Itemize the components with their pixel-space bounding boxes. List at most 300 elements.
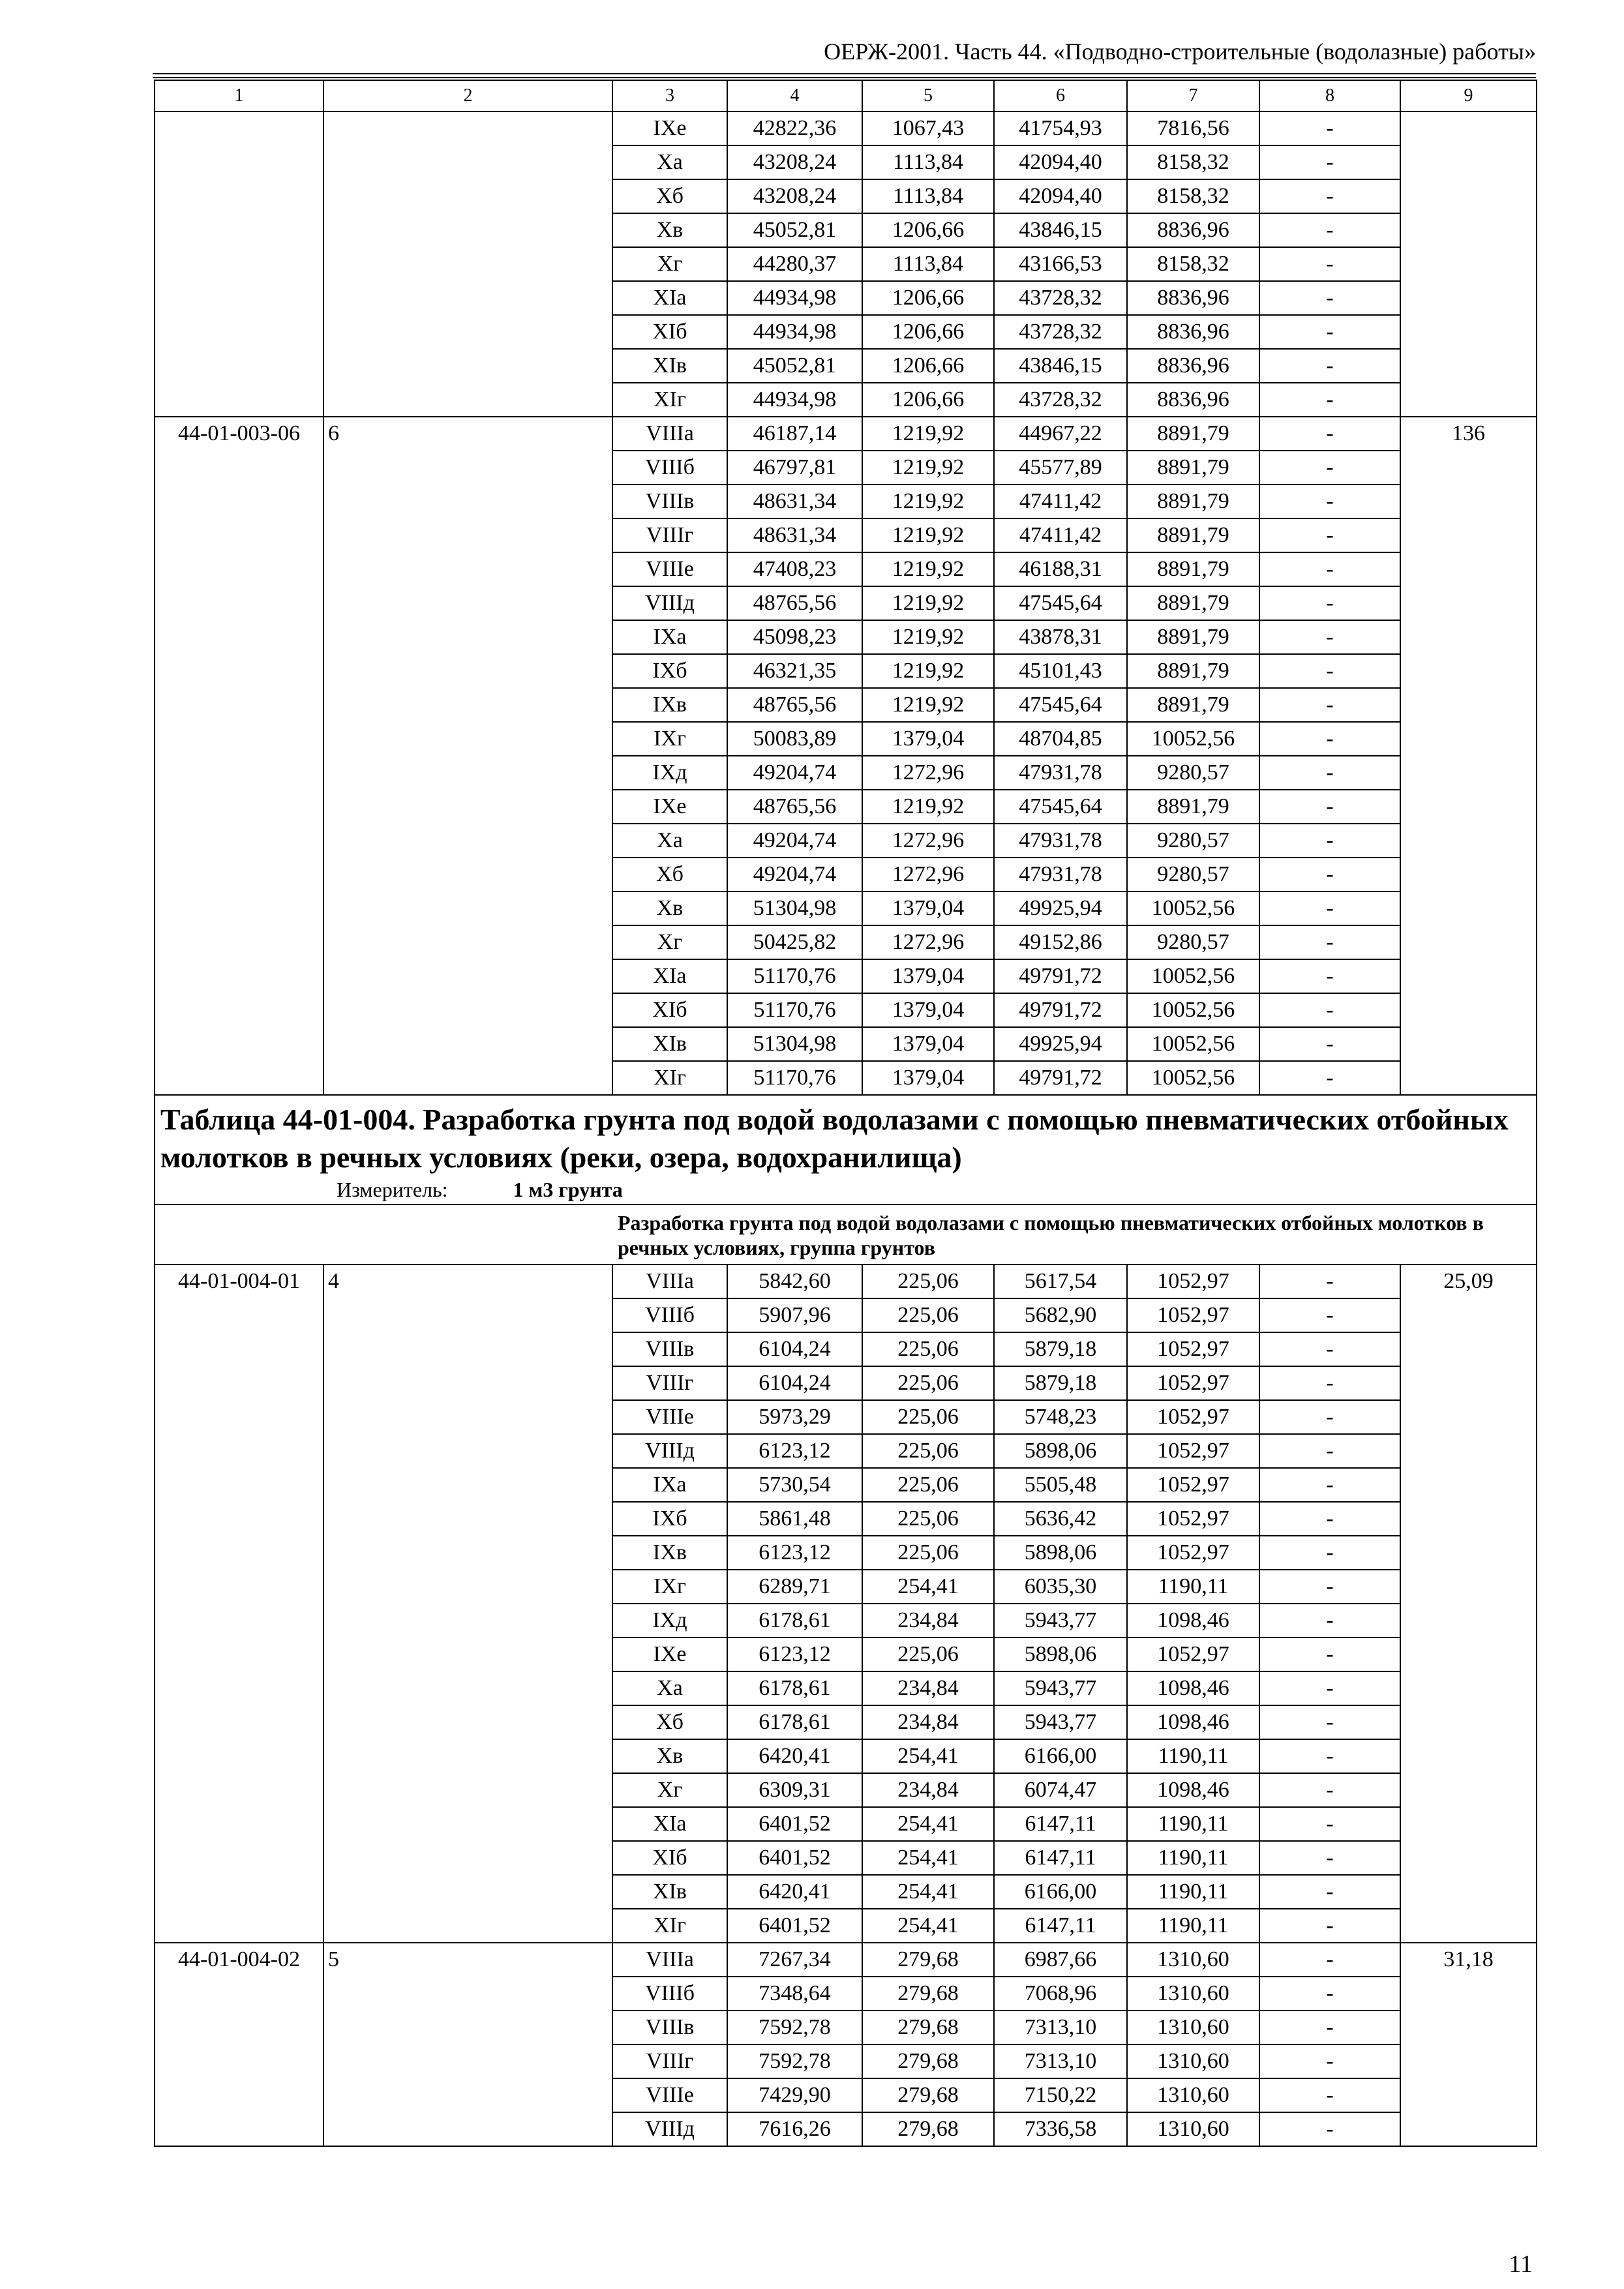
value-cell: 5748,23 bbox=[994, 1400, 1127, 1434]
header-rule bbox=[153, 77, 1536, 78]
value-cell: - bbox=[1259, 1061, 1400, 1095]
value-cell: 6166,00 bbox=[994, 1739, 1127, 1773]
value-cell: 1219,92 bbox=[862, 654, 994, 688]
value-cell: 44967,22 bbox=[994, 417, 1127, 451]
value-cell: 5879,18 bbox=[994, 1366, 1127, 1400]
value-cell: 8836,96 bbox=[1127, 383, 1259, 417]
value-cell: 1190,11 bbox=[1127, 1807, 1259, 1841]
table-row bbox=[155, 1943, 1537, 1977]
labor-cell: 25,09 bbox=[1400, 1264, 1537, 1943]
soil-category-cell: XIг bbox=[612, 383, 727, 417]
value-cell: 8836,96 bbox=[1127, 281, 1259, 315]
value-cell: 5682,90 bbox=[994, 1298, 1127, 1332]
value-cell: 1190,11 bbox=[1127, 1909, 1259, 1943]
value-cell: 7267,34 bbox=[727, 1943, 862, 1977]
value-cell: 51170,76 bbox=[727, 993, 862, 1027]
value-cell: 6123,12 bbox=[727, 1536, 862, 1570]
value-cell: 1052,97 bbox=[1127, 1298, 1259, 1332]
value-cell: 1098,46 bbox=[1127, 1604, 1259, 1638]
soil-category-cell: XIб bbox=[612, 993, 727, 1027]
value-cell: 279,68 bbox=[862, 1977, 994, 2011]
value-cell: - bbox=[1259, 1536, 1400, 1570]
value-cell: 225,06 bbox=[862, 1638, 994, 1671]
value-cell: 1310,60 bbox=[1127, 1943, 1259, 1977]
soil-category-cell: IXд bbox=[612, 1604, 727, 1638]
value-cell: 5842,60 bbox=[727, 1264, 862, 1298]
soil-category-cell: XIв bbox=[612, 349, 727, 383]
value-cell: - bbox=[1259, 824, 1400, 858]
value-cell: 6178,61 bbox=[727, 1705, 862, 1739]
value-cell: 8891,79 bbox=[1127, 790, 1259, 824]
soil-category-cell: XIв bbox=[612, 1027, 727, 1061]
value-cell: 1206,66 bbox=[862, 315, 994, 349]
value-cell: 1113,84 bbox=[862, 179, 994, 213]
value-cell: 234,84 bbox=[862, 1604, 994, 1638]
soil-category-cell: Xа bbox=[612, 1671, 727, 1705]
value-cell: - bbox=[1259, 1638, 1400, 1671]
value-cell: - bbox=[1259, 552, 1400, 586]
value-cell: 1310,60 bbox=[1127, 1977, 1259, 2011]
value-cell: 7313,10 bbox=[994, 2011, 1127, 2044]
value-cell: 7592,78 bbox=[727, 2011, 862, 2044]
value-cell: 7616,26 bbox=[727, 2112, 862, 2146]
value-cell: 8836,96 bbox=[1127, 349, 1259, 383]
value-cell: 49791,72 bbox=[994, 993, 1127, 1027]
value-cell: 6401,52 bbox=[727, 1841, 862, 1875]
soil-category-cell: Xг bbox=[612, 1773, 727, 1807]
soil-category-cell: VIIIб bbox=[612, 1977, 727, 2011]
value-cell: 1379,04 bbox=[862, 959, 994, 993]
value-cell: 1206,66 bbox=[862, 281, 994, 315]
column-number-cell: 9 bbox=[1400, 80, 1537, 112]
value-cell: 8836,96 bbox=[1127, 315, 1259, 349]
value-cell: 1272,96 bbox=[862, 925, 994, 959]
value-cell: 49925,94 bbox=[994, 891, 1127, 925]
value-cell: - bbox=[1259, 349, 1400, 383]
value-cell: - bbox=[1259, 1671, 1400, 1705]
soil-category-cell: XIв bbox=[612, 1875, 727, 1909]
page-header-title: ОЕРЖ-2001. Часть 44. «Подводно-строительные (водолазные) работы» bbox=[824, 38, 1536, 65]
value-cell: - bbox=[1259, 518, 1400, 552]
value-cell: 1219,92 bbox=[862, 485, 994, 518]
value-cell: 6104,24 bbox=[727, 1366, 862, 1400]
column-number-cell: 3 bbox=[612, 80, 727, 112]
value-cell: 254,41 bbox=[862, 1875, 994, 1909]
value-cell: 6166,00 bbox=[994, 1875, 1127, 1909]
value-cell: 10052,56 bbox=[1127, 722, 1259, 756]
value-cell: - bbox=[1259, 1570, 1400, 1604]
value-cell: 45052,81 bbox=[727, 349, 862, 383]
value-cell: - bbox=[1259, 959, 1400, 993]
value-cell: 8891,79 bbox=[1127, 552, 1259, 586]
soil-category-cell: Xг bbox=[612, 247, 727, 281]
value-cell: 1219,92 bbox=[862, 790, 994, 824]
value-cell: 6147,11 bbox=[994, 1909, 1127, 1943]
value-cell: - bbox=[1259, 2044, 1400, 2078]
value-cell: 1206,66 bbox=[862, 213, 994, 247]
soil-category-cell: VIIIг bbox=[612, 1366, 727, 1400]
value-cell: 5505,48 bbox=[994, 1468, 1127, 1502]
value-cell: 6147,11 bbox=[994, 1807, 1127, 1841]
value-cell: 47931,78 bbox=[994, 858, 1127, 891]
labor-cell: 136 bbox=[1400, 417, 1537, 1095]
value-cell: 6309,31 bbox=[727, 1773, 862, 1807]
value-cell: 43846,15 bbox=[994, 213, 1127, 247]
value-cell: 8891,79 bbox=[1127, 451, 1259, 485]
value-cell: 1190,11 bbox=[1127, 1570, 1259, 1604]
measurer-line bbox=[160, 1176, 1531, 1203]
value-cell: 6104,24 bbox=[727, 1332, 862, 1366]
value-cell: 44280,37 bbox=[727, 247, 862, 281]
soil-category-cell: IXд bbox=[612, 756, 727, 790]
soil-category-cell: VIIIе bbox=[612, 2078, 727, 2112]
value-cell: 225,06 bbox=[862, 1400, 994, 1434]
value-cell: - bbox=[1259, 485, 1400, 518]
group-cell bbox=[323, 112, 612, 417]
value-cell: 1219,92 bbox=[862, 688, 994, 722]
value-cell: 8891,79 bbox=[1127, 688, 1259, 722]
labor-cell bbox=[1400, 112, 1537, 417]
value-cell: 47545,64 bbox=[994, 688, 1127, 722]
soil-category-cell: VIIIб bbox=[612, 451, 727, 485]
value-cell: 1379,04 bbox=[862, 722, 994, 756]
value-cell: - bbox=[1259, 145, 1400, 179]
value-cell: 6074,47 bbox=[994, 1773, 1127, 1807]
value-cell: 45577,89 bbox=[994, 451, 1127, 485]
value-cell: 1219,92 bbox=[862, 586, 994, 620]
value-cell: 234,84 bbox=[862, 1671, 994, 1705]
value-cell: 1219,92 bbox=[862, 552, 994, 586]
column-number-cell: 5 bbox=[862, 80, 994, 112]
value-cell: - bbox=[1259, 383, 1400, 417]
rate-code-cell bbox=[155, 112, 323, 417]
value-cell: 1219,92 bbox=[862, 417, 994, 451]
value-cell: 1310,60 bbox=[1127, 2011, 1259, 2044]
value-cell: 44934,98 bbox=[727, 281, 862, 315]
value-cell: 279,68 bbox=[862, 1943, 994, 1977]
table-row bbox=[155, 417, 1537, 451]
value-cell: 254,41 bbox=[862, 1909, 994, 1943]
value-cell: 1098,46 bbox=[1127, 1773, 1259, 1807]
value-cell: 49204,74 bbox=[727, 756, 862, 790]
value-cell: 225,06 bbox=[862, 1366, 994, 1400]
value-cell: 47411,42 bbox=[994, 485, 1127, 518]
value-cell: 49791,72 bbox=[994, 959, 1127, 993]
value-cell: 5879,18 bbox=[994, 1332, 1127, 1366]
value-cell: 6401,52 bbox=[727, 1807, 862, 1841]
value-cell: - bbox=[1259, 756, 1400, 790]
value-cell: 6178,61 bbox=[727, 1604, 862, 1638]
value-cell: 7592,78 bbox=[727, 2044, 862, 2078]
soil-category-cell: Xб bbox=[612, 179, 727, 213]
value-cell: - bbox=[1259, 1943, 1400, 1977]
value-cell: 45052,81 bbox=[727, 213, 862, 247]
value-cell: 5730,54 bbox=[727, 1468, 862, 1502]
value-cell: 254,41 bbox=[862, 1739, 994, 1773]
value-cell: 9280,57 bbox=[1127, 824, 1259, 858]
soil-category-cell: VIIIа bbox=[612, 417, 727, 451]
value-cell: 1052,97 bbox=[1127, 1536, 1259, 1570]
value-cell: 49204,74 bbox=[727, 824, 862, 858]
value-cell: 1272,96 bbox=[862, 824, 994, 858]
subheading-spacer bbox=[155, 1204, 612, 1264]
value-cell: - bbox=[1259, 688, 1400, 722]
value-cell: 6987,66 bbox=[994, 1943, 1127, 1977]
value-cell: 8891,79 bbox=[1127, 620, 1259, 654]
value-cell: - bbox=[1259, 1909, 1400, 1943]
value-cell: 1052,97 bbox=[1127, 1264, 1259, 1298]
value-cell: 254,41 bbox=[862, 1570, 994, 1604]
value-cell: 5907,96 bbox=[727, 1298, 862, 1332]
page-number: 11 bbox=[1509, 2251, 1533, 2278]
value-cell: - bbox=[1259, 1841, 1400, 1875]
soil-category-cell: Xв bbox=[612, 213, 727, 247]
soil-category-cell: IXе bbox=[612, 112, 727, 145]
soil-category-cell: VIIIе bbox=[612, 552, 727, 586]
soil-category-cell: IXе bbox=[612, 790, 727, 824]
value-cell: 8891,79 bbox=[1127, 417, 1259, 451]
value-cell: 7816,56 bbox=[1127, 112, 1259, 145]
value-cell: 1219,92 bbox=[862, 620, 994, 654]
soil-category-cell: VIIIг bbox=[612, 518, 727, 552]
soil-category-cell: VIIIв bbox=[612, 2011, 727, 2044]
value-cell: - bbox=[1259, 2112, 1400, 2146]
rate-code-cell: 44-01-004-01 bbox=[155, 1264, 323, 1943]
soil-category-cell: IXб bbox=[612, 1502, 727, 1536]
value-cell: 10052,56 bbox=[1127, 993, 1259, 1027]
value-cell: 6420,41 bbox=[727, 1875, 862, 1909]
value-cell: 5943,77 bbox=[994, 1705, 1127, 1739]
value-cell: 1219,92 bbox=[862, 518, 994, 552]
value-cell: 1310,60 bbox=[1127, 2044, 1259, 2078]
value-cell: 5943,77 bbox=[994, 1604, 1127, 1638]
value-cell: 1272,96 bbox=[862, 756, 994, 790]
value-cell: - bbox=[1259, 2078, 1400, 2112]
value-cell: 5973,29 bbox=[727, 1400, 862, 1434]
value-cell: 1310,60 bbox=[1127, 2112, 1259, 2146]
value-cell: 42094,40 bbox=[994, 179, 1127, 213]
value-cell: 5898,06 bbox=[994, 1536, 1127, 1570]
value-cell: 8836,96 bbox=[1127, 213, 1259, 247]
soil-category-cell: VIIIб bbox=[612, 1298, 727, 1332]
value-cell: 1379,04 bbox=[862, 1061, 994, 1095]
value-cell: - bbox=[1259, 1977, 1400, 2011]
value-cell: 8158,32 bbox=[1127, 247, 1259, 281]
value-cell: 279,68 bbox=[862, 2078, 994, 2112]
value-cell: 7429,90 bbox=[727, 2078, 862, 2112]
value-cell: 43166,53 bbox=[994, 247, 1127, 281]
value-cell: - bbox=[1259, 1027, 1400, 1061]
value-cell: 43728,32 bbox=[994, 315, 1127, 349]
value-cell: 45101,43 bbox=[994, 654, 1127, 688]
group-cell: 4 bbox=[323, 1264, 612, 1943]
value-cell: - bbox=[1259, 1434, 1400, 1468]
value-cell: 1098,46 bbox=[1127, 1705, 1259, 1739]
value-cell: - bbox=[1259, 179, 1400, 213]
value-cell: 225,06 bbox=[862, 1468, 994, 1502]
soil-category-cell: IXг bbox=[612, 1570, 727, 1604]
value-cell: 46321,35 bbox=[727, 654, 862, 688]
value-cell: 6401,52 bbox=[727, 1909, 862, 1943]
value-cell: 50425,82 bbox=[727, 925, 862, 959]
value-cell: - bbox=[1259, 1875, 1400, 1909]
soil-category-cell: IXа bbox=[612, 1468, 727, 1502]
value-cell: 5898,06 bbox=[994, 1434, 1127, 1468]
value-cell: - bbox=[1259, 315, 1400, 349]
rate-code-cell: 44-01-003-06 bbox=[155, 417, 323, 1095]
value-cell: 51170,76 bbox=[727, 1061, 862, 1095]
value-cell: 6123,12 bbox=[727, 1638, 862, 1671]
value-cell: 6035,30 bbox=[994, 1570, 1127, 1604]
rate-code-cell: 44-01-004-02 bbox=[155, 1943, 323, 2146]
value-cell: - bbox=[1259, 1366, 1400, 1400]
soil-category-cell: Xа bbox=[612, 824, 727, 858]
table-row bbox=[155, 1264, 1537, 1298]
value-cell: 1272,96 bbox=[862, 858, 994, 891]
value-cell: - bbox=[1259, 213, 1400, 247]
value-cell: 45098,23 bbox=[727, 620, 862, 654]
value-cell: 44934,98 bbox=[727, 383, 862, 417]
value-cell: 8891,79 bbox=[1127, 586, 1259, 620]
soil-category-cell: VIIIд bbox=[612, 586, 727, 620]
soil-category-cell: IXб bbox=[612, 654, 727, 688]
value-cell: 1052,97 bbox=[1127, 1502, 1259, 1536]
value-cell: 225,06 bbox=[862, 1298, 994, 1332]
value-cell: 43728,32 bbox=[994, 281, 1127, 315]
value-cell: 7336,58 bbox=[994, 2112, 1127, 2146]
soil-category-cell: VIIIд bbox=[612, 2112, 727, 2146]
value-cell: - bbox=[1259, 417, 1400, 451]
value-cell: 48765,56 bbox=[727, 688, 862, 722]
measurer-label: Измеритель: bbox=[337, 1178, 448, 1201]
value-cell: - bbox=[1259, 1332, 1400, 1366]
value-cell: 10052,56 bbox=[1127, 1061, 1259, 1095]
value-cell: 8891,79 bbox=[1127, 485, 1259, 518]
value-cell: 7150,22 bbox=[994, 2078, 1127, 2112]
value-cell: - bbox=[1259, 1807, 1400, 1841]
value-cell: 5617,54 bbox=[994, 1264, 1127, 1298]
soil-category-cell: Xв bbox=[612, 1739, 727, 1773]
value-cell: 9280,57 bbox=[1127, 925, 1259, 959]
value-cell: - bbox=[1259, 722, 1400, 756]
value-cell: 225,06 bbox=[862, 1332, 994, 1366]
measurer-unit: 1 м3 грунта bbox=[513, 1178, 623, 1201]
value-cell: - bbox=[1259, 654, 1400, 688]
value-cell: 48631,34 bbox=[727, 485, 862, 518]
value-cell: 234,84 bbox=[862, 1705, 994, 1739]
value-cell: 6147,11 bbox=[994, 1841, 1127, 1875]
group-cell: 6 bbox=[323, 417, 612, 1095]
soil-category-cell: VIIIд bbox=[612, 1434, 727, 1468]
value-cell: - bbox=[1259, 858, 1400, 891]
value-cell: - bbox=[1259, 451, 1400, 485]
value-cell: 5898,06 bbox=[994, 1638, 1127, 1671]
soil-category-cell: XIа bbox=[612, 1807, 727, 1841]
value-cell: 10052,56 bbox=[1127, 1027, 1259, 1061]
value-cell: 50083,89 bbox=[727, 722, 862, 756]
value-cell: - bbox=[1259, 1604, 1400, 1638]
soil-category-cell: Xв bbox=[612, 891, 727, 925]
soil-category-cell: VIIIв bbox=[612, 1332, 727, 1366]
value-cell: - bbox=[1259, 1264, 1400, 1298]
value-cell: 41754,93 bbox=[994, 112, 1127, 145]
value-cell: 7313,10 bbox=[994, 2044, 1127, 2078]
value-cell: - bbox=[1259, 1502, 1400, 1536]
value-cell: 43728,32 bbox=[994, 383, 1127, 417]
value-cell: - bbox=[1259, 993, 1400, 1027]
value-cell: - bbox=[1259, 2011, 1400, 2044]
soil-category-cell: XIа bbox=[612, 281, 727, 315]
soil-category-cell: Xа bbox=[612, 145, 727, 179]
column-number-cell: 6 bbox=[994, 80, 1127, 112]
value-cell: 8158,32 bbox=[1127, 179, 1259, 213]
soil-category-cell: XIг bbox=[612, 1061, 727, 1095]
value-cell: 48631,34 bbox=[727, 518, 862, 552]
value-cell: 48765,56 bbox=[727, 586, 862, 620]
rates-table bbox=[154, 80, 1537, 2147]
subheading-text: Разработка грунта под водой водолазами с помощью пневматических отбойных молотков в речных условиях, группа грунтов bbox=[612, 1204, 1537, 1264]
value-cell: 1098,46 bbox=[1127, 1671, 1259, 1705]
value-cell: 51304,98 bbox=[727, 891, 862, 925]
value-cell: - bbox=[1259, 1400, 1400, 1434]
value-cell: - bbox=[1259, 891, 1400, 925]
value-cell: 47408,23 bbox=[727, 552, 862, 586]
value-cell: 46188,31 bbox=[994, 552, 1127, 586]
soil-category-cell: XIб bbox=[612, 1841, 727, 1875]
value-cell: 1379,04 bbox=[862, 1027, 994, 1061]
value-cell: 279,68 bbox=[862, 2011, 994, 2044]
value-cell: 1052,97 bbox=[1127, 1400, 1259, 1434]
value-cell: 1052,97 bbox=[1127, 1434, 1259, 1468]
value-cell: 6289,71 bbox=[727, 1570, 862, 1604]
value-cell: 254,41 bbox=[862, 1807, 994, 1841]
value-cell: 48765,56 bbox=[727, 790, 862, 824]
value-cell: 7348,64 bbox=[727, 1977, 862, 2011]
soil-category-cell: XIг bbox=[612, 1909, 727, 1943]
value-cell: - bbox=[1259, 1468, 1400, 1502]
value-cell: 225,06 bbox=[862, 1536, 994, 1570]
value-cell: 254,41 bbox=[862, 1841, 994, 1875]
column-number-cell: 7 bbox=[1127, 80, 1259, 112]
soil-category-cell: Xб bbox=[612, 1705, 727, 1739]
table-row bbox=[155, 112, 1537, 145]
value-cell: 9280,57 bbox=[1127, 756, 1259, 790]
value-cell: 47931,78 bbox=[994, 824, 1127, 858]
group-cell: 5 bbox=[323, 1943, 612, 2146]
value-cell: 48704,85 bbox=[994, 722, 1127, 756]
value-cell: 43846,15 bbox=[994, 349, 1127, 383]
soil-category-cell: IXв bbox=[612, 1536, 727, 1570]
soil-category-cell: IXв bbox=[612, 688, 727, 722]
table-title-cell bbox=[155, 1095, 1537, 1204]
header-rule bbox=[153, 73, 1536, 74]
value-cell: - bbox=[1259, 586, 1400, 620]
value-cell: 46797,81 bbox=[727, 451, 862, 485]
value-cell: - bbox=[1259, 1773, 1400, 1807]
value-cell: 8891,79 bbox=[1127, 654, 1259, 688]
value-cell: 6123,12 bbox=[727, 1434, 862, 1468]
value-cell: 1052,97 bbox=[1127, 1468, 1259, 1502]
value-cell: 7068,96 bbox=[994, 1977, 1127, 2011]
column-numbers-row bbox=[155, 80, 1537, 112]
value-cell: 43878,31 bbox=[994, 620, 1127, 654]
value-cell: 47545,64 bbox=[994, 790, 1127, 824]
soil-category-cell: VIIIе bbox=[612, 1400, 727, 1434]
column-number-cell: 1 bbox=[155, 80, 323, 112]
soil-category-cell: IXе bbox=[612, 1638, 727, 1671]
value-cell: 1190,11 bbox=[1127, 1841, 1259, 1875]
value-cell: 1113,84 bbox=[862, 247, 994, 281]
